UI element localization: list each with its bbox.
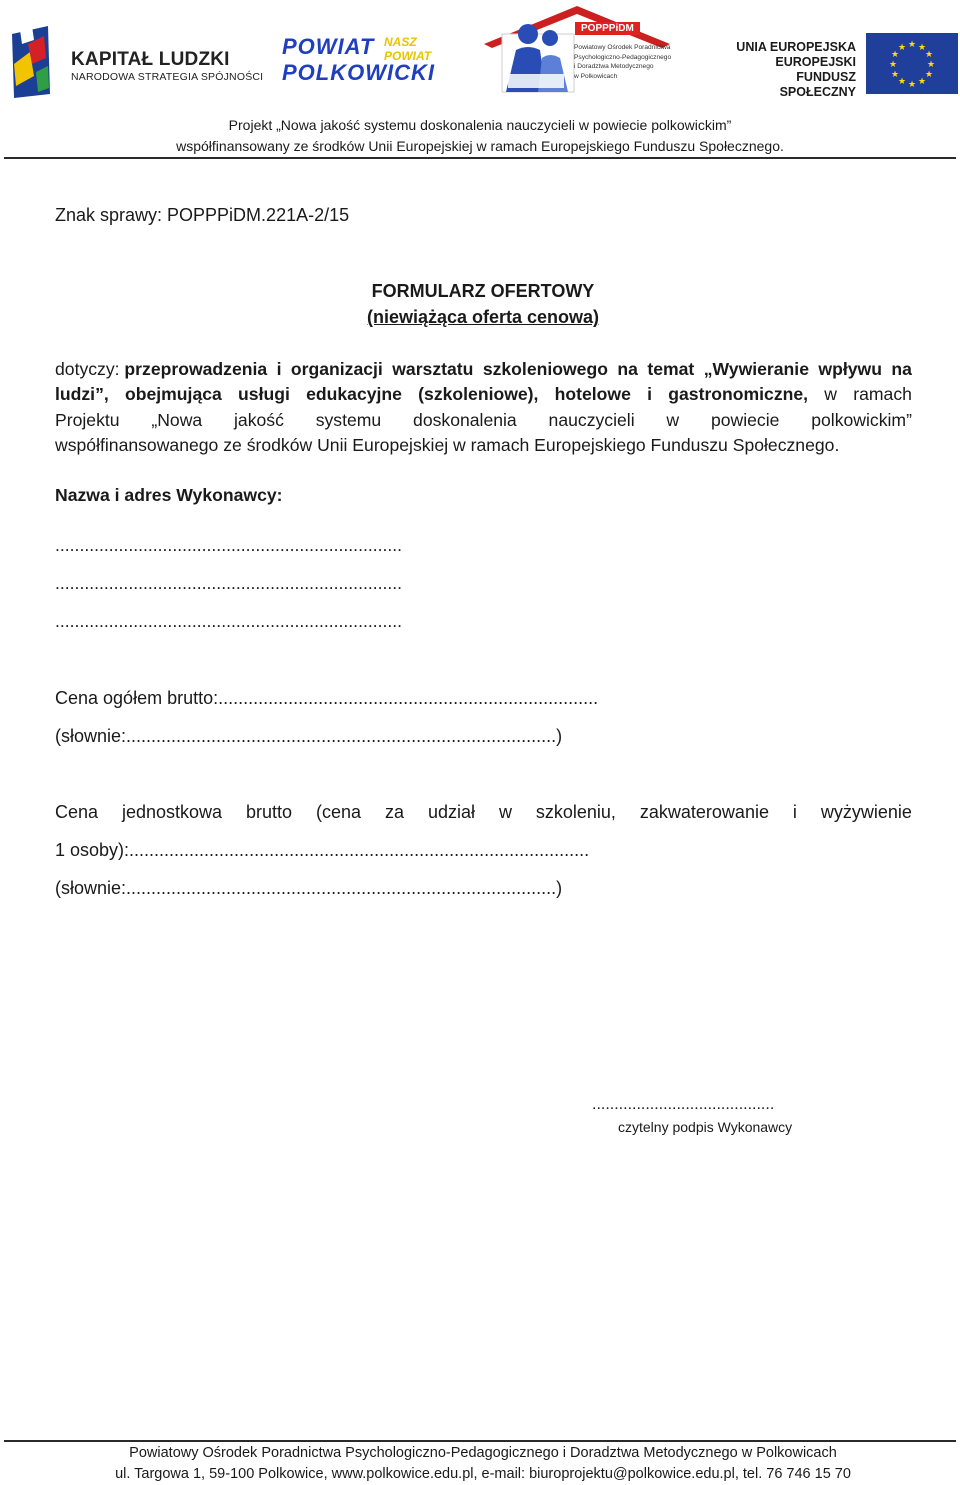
eu-flag-icon	[866, 33, 958, 94]
svg-text:★: ★	[890, 70, 900, 80]
powiat-logo-line2: POLKOWICKI	[282, 60, 435, 85]
total-price-words-field[interactable]: (słownie:......................................................................................)	[55, 726, 563, 746]
footer-info	[0, 1443, 960, 1485]
kapital-ludzki-emblem	[8, 24, 54, 100]
svg-text:★: ★	[924, 50, 934, 60]
para-line-2: ludzi”, obejmująca usługi edukacyjne (szkoleniowe), hotelowe i gastronomiczne, w ramach	[55, 384, 912, 405]
contractor-field-line-3[interactable]: .......................................................................	[55, 611, 403, 631]
signature-label: czytelny podpis Wykonawcy	[618, 1119, 793, 1135]
powiat-logo-line1: POWIAT	[282, 34, 375, 59]
svg-text:★: ★	[897, 77, 907, 87]
para-line-4: współfinansowanego ze środków Unii Europejskiej w ramach Europejskiego Funduszu Społecznego.	[55, 435, 840, 456]
subject-paragraph	[55, 357, 912, 459]
header-project-info: Projekt „Nowa jakość systemu doskonalenia nauczycieli w powiecie polkowickim” współfinansowany ze środków Unii Europejskiej w ramach Europejskiego Funduszu Społecznego.	[176, 117, 784, 154]
svg-text:★: ★	[888, 60, 898, 70]
case-number: Znak sprawy: POPPPiDM.221A-2/15	[55, 205, 350, 225]
svg-text:★: ★	[907, 80, 917, 90]
footer-divider	[4, 1440, 956, 1442]
contractor-label: Nazwa i adres Wykonawcy:	[55, 485, 283, 505]
form-subtitle: (niewiążąca oferta cenowa)	[366, 307, 600, 327]
svg-text:★: ★	[890, 50, 900, 60]
svg-text:★: ★	[907, 40, 917, 50]
eu-logo-text: UNIA EUROPEJSKA EUROPEJSKI FUNDUSZ SPOŁECZNY	[736, 40, 856, 99]
form-title: FORMULARZ OFERTOWY	[371, 281, 595, 301]
kapital-ludzki-subtitle: NARODOWA STRATEGIA SPÓJNOŚCI	[71, 71, 264, 83]
contractor-field-line-1[interactable]: .......................................................................	[55, 535, 403, 555]
unit-price-label: Cena jednostkowa brutto (cena za udział w szkoleniu, zakwaterowanie i wyżywienie	[55, 802, 912, 822]
total-price-field[interactable]: Cena ogółem brutto:............................................................................	[55, 688, 599, 708]
unit-price-words-field[interactable]: (słownie:......................................................................................)	[55, 878, 563, 898]
contractor-field-line-2[interactable]: .......................................................................	[55, 573, 403, 593]
footer-contact: ul. Targowa 1, 59-100 Polkowice, www.polkowice.edu.pl, e-mail: biuroprojektu@polkowice.edu.pl, tel. 76 746 15 70	[115, 1466, 851, 1482]
svg-text:★: ★	[897, 43, 907, 53]
svg-text:★: ★	[917, 43, 927, 53]
header-divider	[4, 157, 956, 159]
para-line-1: dotyczy: przeprowadzenia i organizacji warsztatu szkoleniowego na temat „Wywieranie wpływu na	[55, 359, 912, 379]
para-line-3: Projektu „Nowa jakość systemu doskonalenia nauczycieli w powiecie polkowickim”	[55, 409, 912, 430]
kapital-ludzki-title: KAPITAŁ LUDZKI	[71, 49, 230, 70]
footer-institution: Powiatowy Ośrodek Poradnictwa Psychologiczno-Pedagogicznego i Doradztwa Metodycznego w Polkowicach	[129, 1445, 837, 1461]
svg-text:★: ★	[917, 77, 927, 87]
unit-price-field[interactable]: 1 osoby):............................................................................................	[55, 840, 590, 860]
powiat-logo-nasz: NASZ POWIAT	[384, 35, 432, 63]
svg-text:★: ★	[926, 60, 936, 70]
svg-text:★: ★	[924, 70, 934, 80]
signature-field[interactable]: .........................................	[592, 1096, 775, 1113]
poppidm-logo-name: POPPPiDM	[575, 22, 640, 35]
poppidm-logo-description: Powiatowy Ośrodek Poradnictwa Psychologiczno-Pedagogicznego i Doradztwa Metodycznego w Polkowicach	[574, 44, 672, 80]
